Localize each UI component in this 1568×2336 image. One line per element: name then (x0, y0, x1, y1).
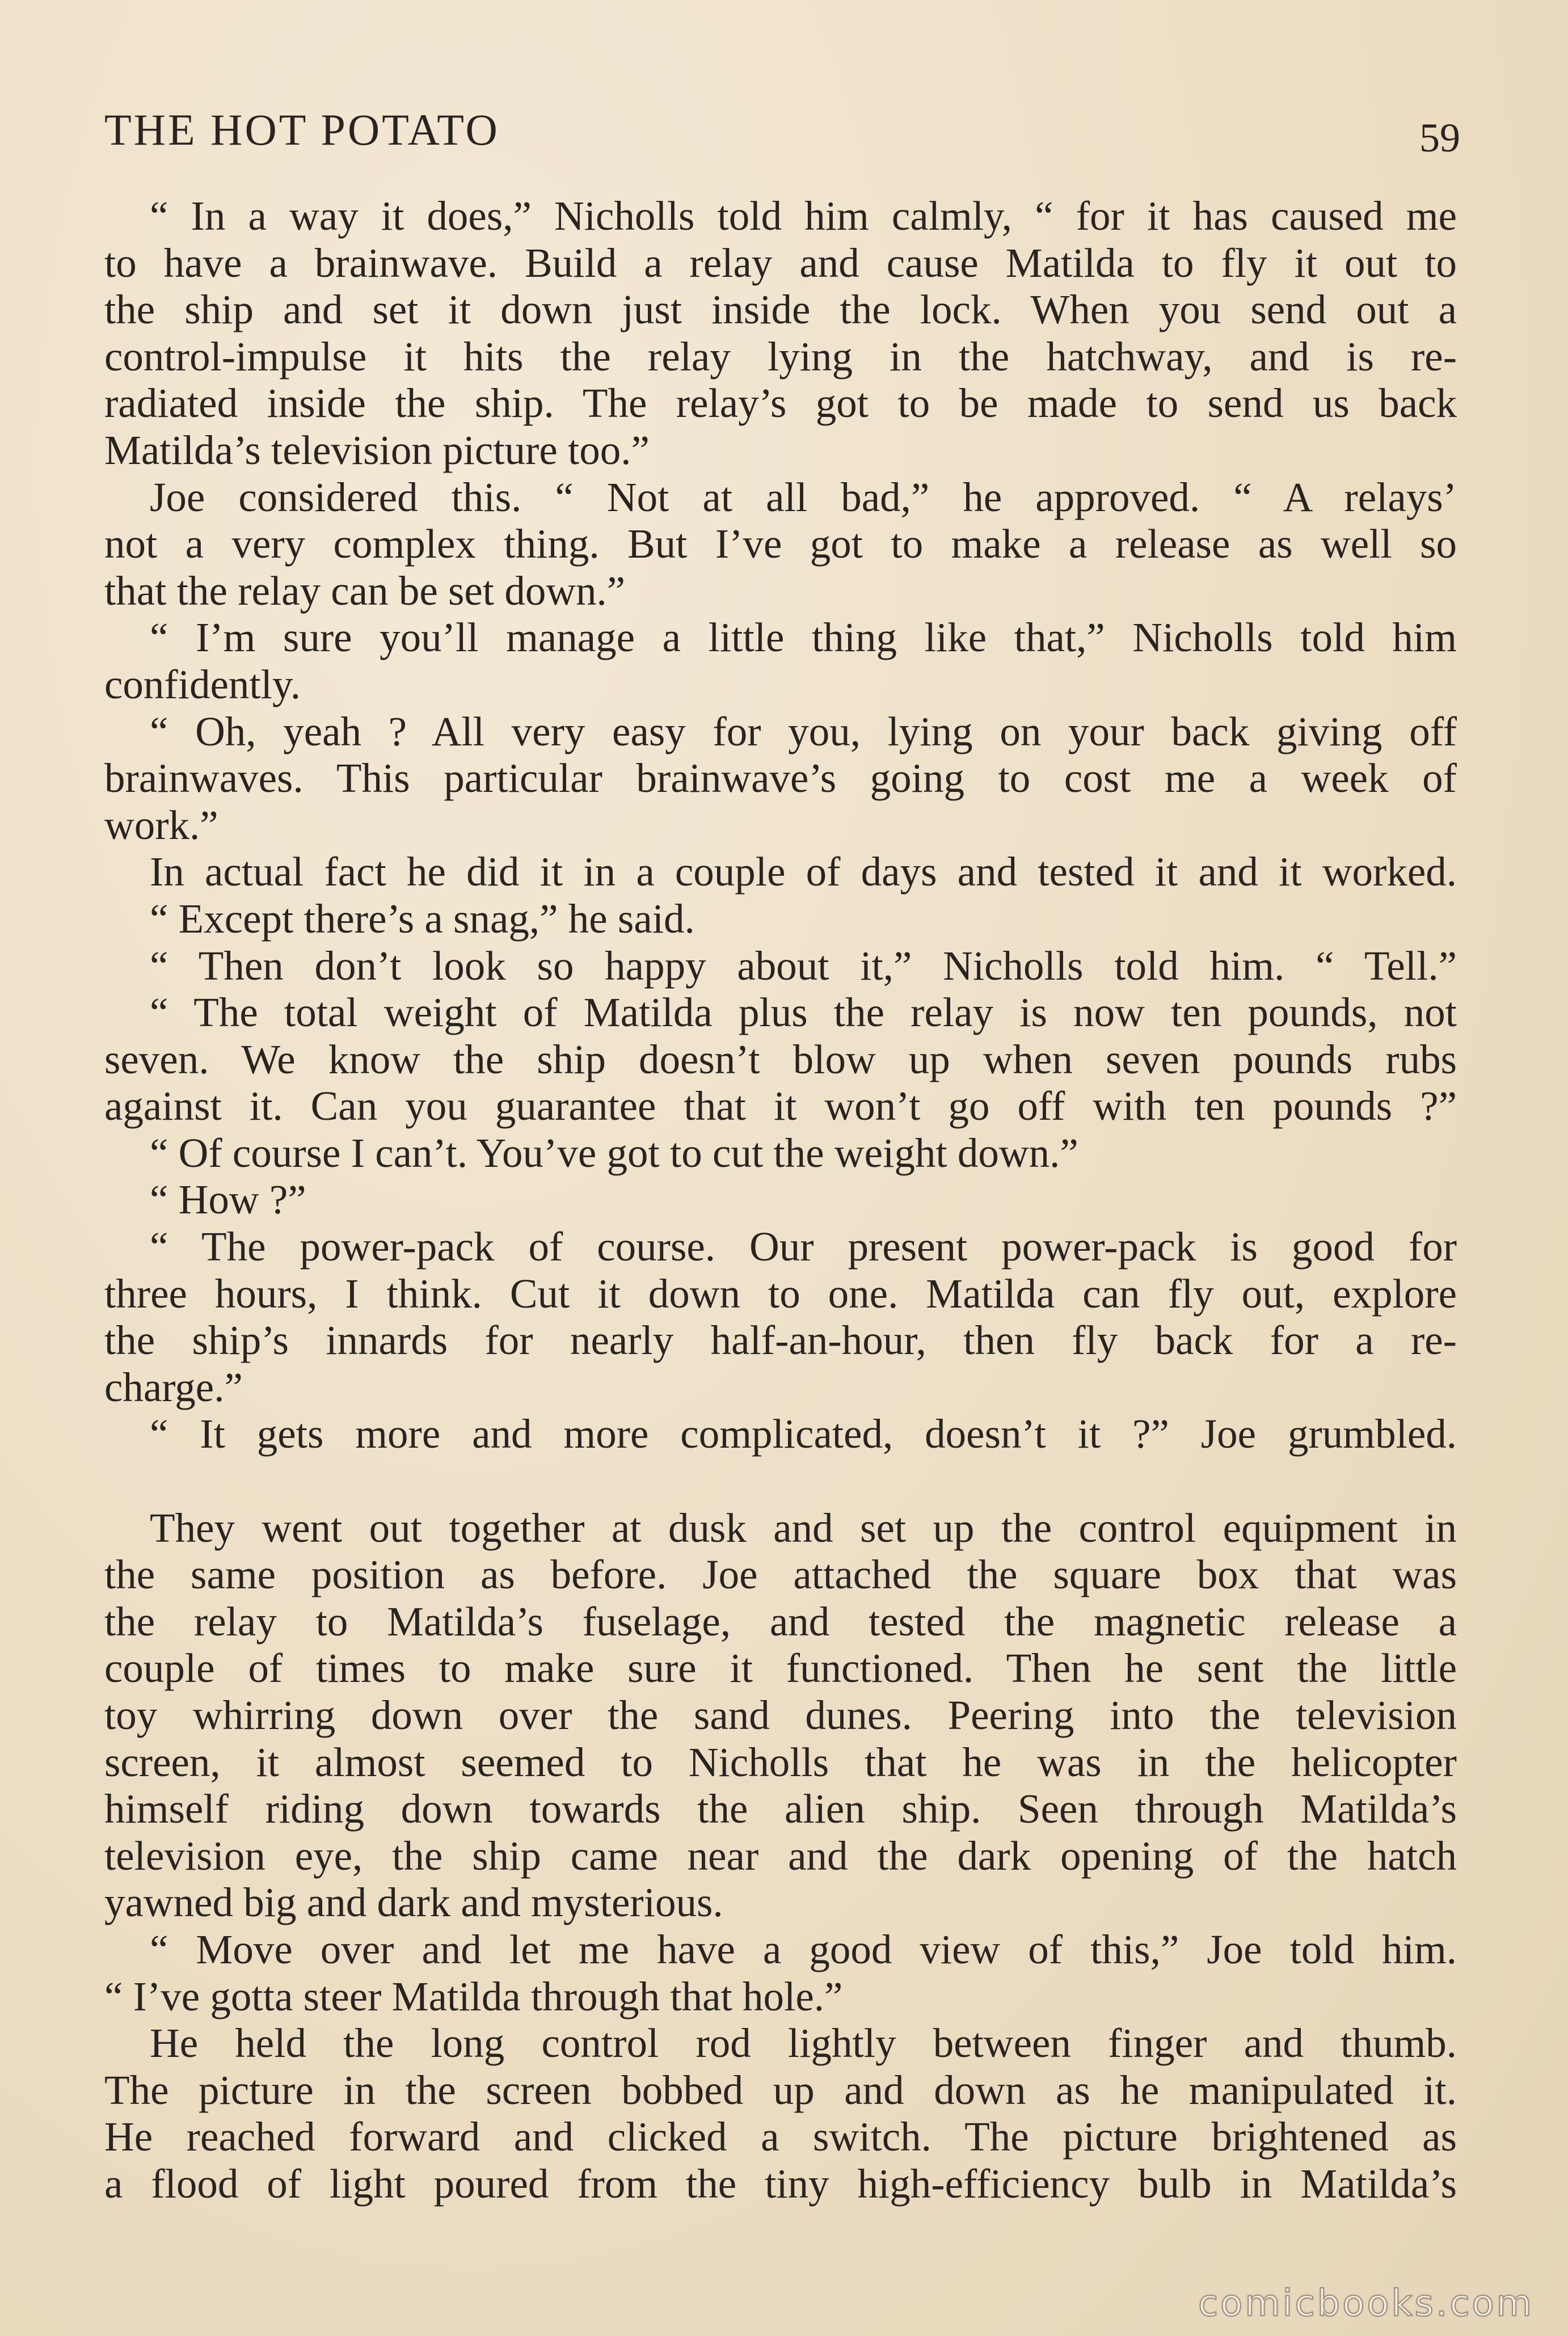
text-line: three hours, I think. Cut it down to one. Matilda can fly out, explore (104, 1270, 1457, 1317)
text-line: control-impulse it hits the relay lying in the hatchway, and is re- (104, 333, 1457, 380)
text-line: “ Except there’s a snag,” he said. (150, 895, 695, 942)
text-line: yawned big and dark and mysterious. (104, 1879, 723, 1926)
text-line: In actual fact he did it in a couple of days and tested it and it worked. (150, 849, 1457, 895)
text-line: radiated inside the ship. The relay’s got to be made to send us back (104, 380, 1457, 427)
text-line: “ Of course I can’t. You’ve got to cut the weight down.” (150, 1129, 1078, 1176)
text-line: The picture in the screen bobbed up and down as he manipulated it. (104, 2067, 1457, 2113)
text-line: seven. We know the ship doesn’t blow up when seven pounds rubs (104, 1036, 1457, 1082)
text-line: “ Move over and let me have a good view of this,” Joe told him. (150, 1926, 1457, 1972)
text-line: He reached forward and clicked a switch. The picture brightened as (104, 2114, 1457, 2160)
text-line: “ I’ve gotta steer Matilda through that hole.” (104, 1973, 843, 2019)
text-line: They went out together at dusk and set up the control equipment in (150, 1504, 1457, 1551)
text-line: “ I’m sure you’ll manage a little thing like that,” Nicholls told him (150, 614, 1457, 661)
text-line: charge.” (104, 1364, 243, 1410)
text-line: Joe considered this. “ Not at all bad,” he approved. “ A relays’ (150, 474, 1457, 520)
text-line: that the relay can be set down.” (104, 567, 626, 614)
text-line: He held the long control rod lightly between finger and thumb. (150, 2020, 1457, 2067)
text-line: “ Then don’t look so happy about it,” Nicholls told him. “ Tell.” (150, 942, 1457, 989)
text-line: a flood of light poured from the tiny high-efficiency bulb in Matilda’s (104, 2160, 1457, 2207)
text-line: couple of times to make sure it functioned. Then he sent the little (104, 1645, 1457, 1692)
text-line: the relay to Matilda’s fuselage, and tested the magnetic release a (104, 1598, 1457, 1645)
text-line: “ How ?” (150, 1177, 306, 1223)
body-text (104, 193, 1457, 2208)
text-line: Matilda’s television picture too.” (104, 427, 650, 473)
text-line: confidently. (104, 661, 301, 707)
section-break (104, 1458, 1457, 1505)
text-line: “ Oh, yeah ? All very easy for you, lying on your back giving off (150, 708, 1457, 754)
text-line: work.” (104, 802, 218, 848)
text-line: to have a brainwave. Build a relay and cause Matilda to fly it out to (104, 239, 1457, 286)
page-number: 59 (1419, 115, 1460, 161)
running-head (104, 91, 1460, 159)
text-line: the ship and set it down just inside the lock. When you send out a (104, 286, 1457, 333)
text-line: screen, it almost seemed to Nicholls that he was in the helicopter (104, 1739, 1457, 1785)
text-line: television eye, the ship came near and the dark opening of the hatch (104, 1832, 1457, 1879)
text-line: toy whirring down over the sand dunes. Peering into the television (104, 1692, 1457, 1738)
text-line: “ The power-pack of course. Our present power-pack is good for (150, 1224, 1457, 1270)
text-line: “ The total weight of Matilda plus the relay is now ten pounds, not (150, 989, 1457, 1036)
text-line: brainwaves. This particular brainwave’s going to cost me a week of (104, 755, 1457, 802)
text-line: against it. Can you guarantee that it won’t go off with ten pounds ?” (104, 1083, 1457, 1129)
watermark: comicbooks.com (1198, 2283, 1534, 2325)
text-line: “ In a way it does,” Nicholls told him calmly, “ for it has caused me (150, 193, 1457, 239)
text-line: the ship’s innards for nearly half-an-hour, then fly back for a re- (104, 1317, 1457, 1364)
text-line: not a very complex thing. But I’ve got to make a release as well so (104, 521, 1457, 567)
text-line: the same position as before. Joe attached the square box that was (104, 1551, 1457, 1598)
running-title: THE HOT POTATO (104, 105, 500, 154)
text-line: himself riding down towards the alien ship. Seen through Matilda’s (104, 1786, 1457, 1832)
text-line: “ It gets more and more complicated, doesn’t it ?” Joe grumbled. (150, 1411, 1457, 1457)
